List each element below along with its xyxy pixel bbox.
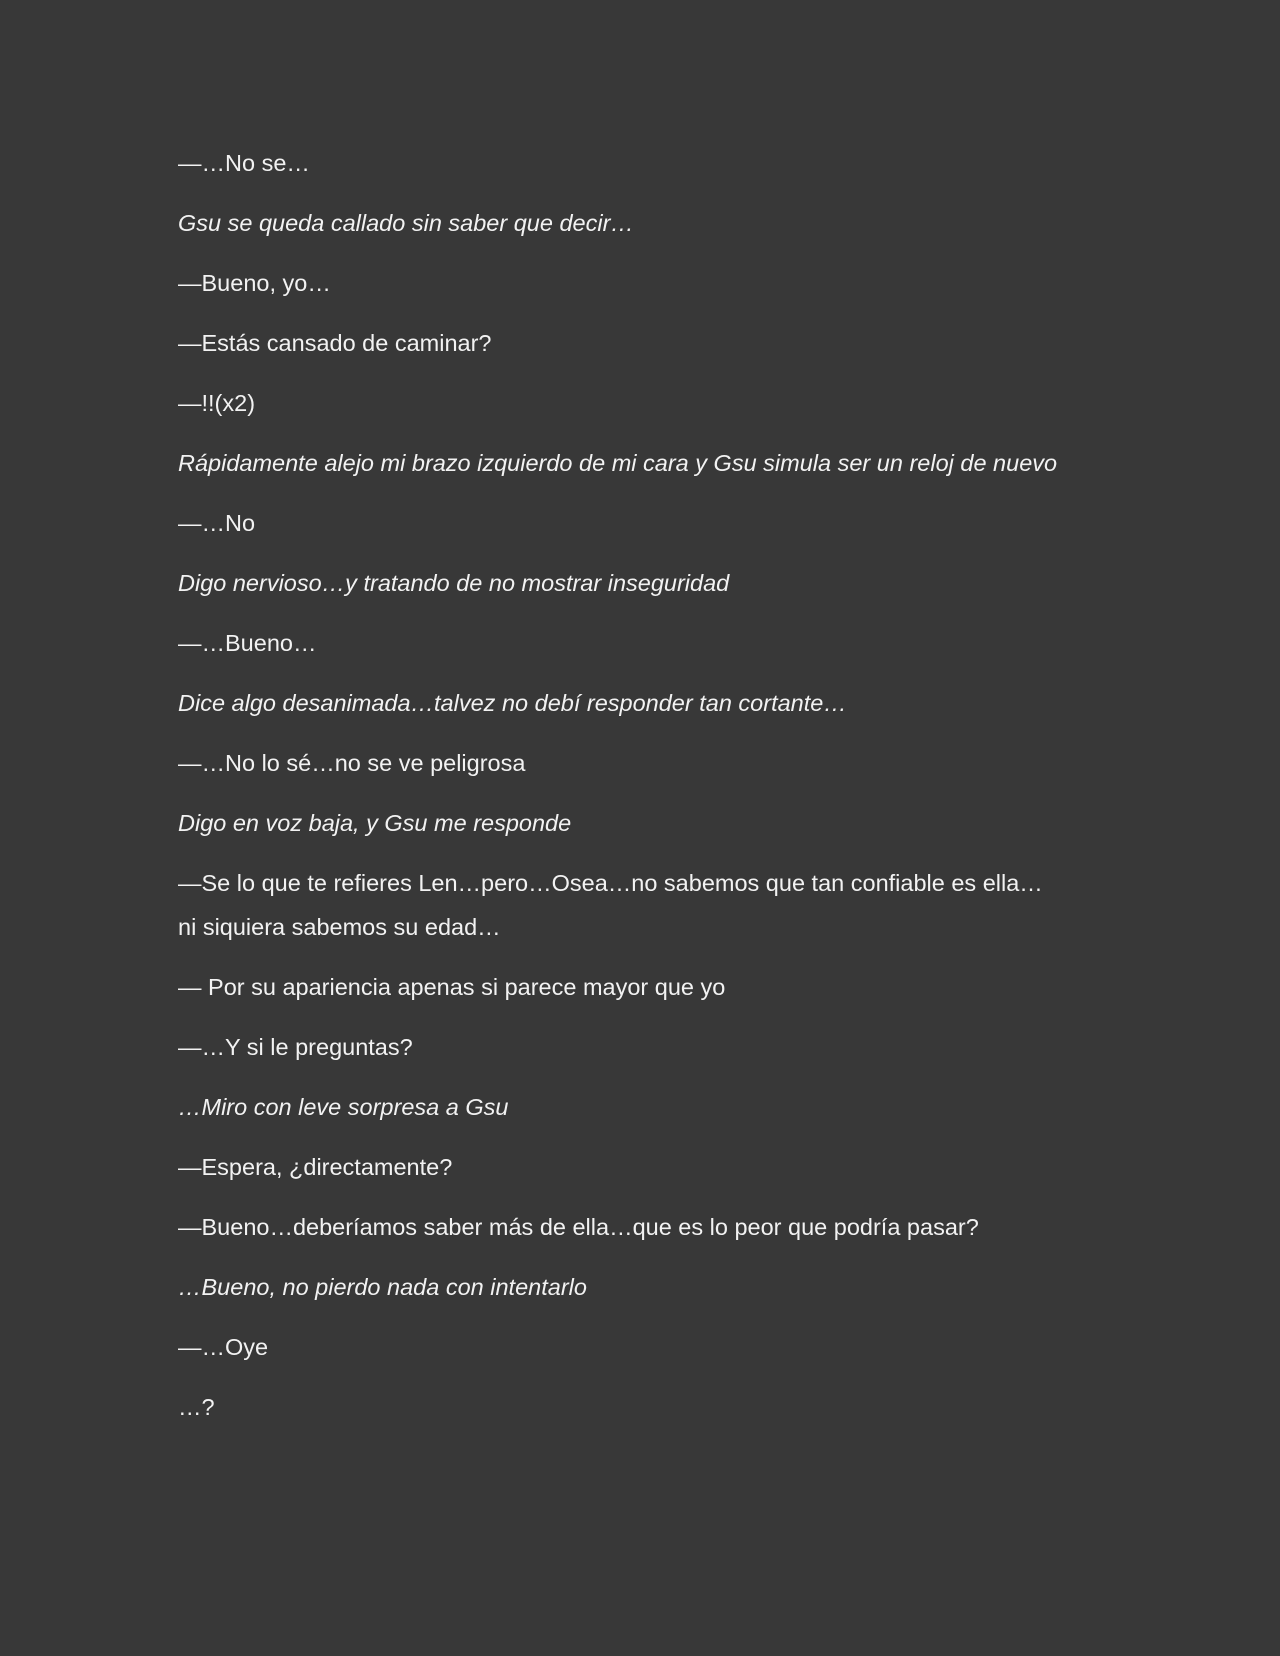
narration-line: Digo en voz baja, y Gsu me responde <box>178 810 572 836</box>
dialogue-line: —!!(x2) <box>178 390 256 416</box>
dialogue-line: —Bueno, yo… <box>178 270 331 296</box>
dialogue-line: — Por su apariencia apenas si parece mayor que yo <box>178 974 726 1000</box>
narration-line: Rápidamente alejo mi brazo izquierdo de mi cara y Gsu simula ser un reloj de nuevo <box>178 450 1058 476</box>
dialogue-line: —Se lo que te refieres Len…pero…Osea…no sabemos que tan confiable es ella…ni siquiera sabemos su edad… <box>178 870 1043 940</box>
dialogue-line: —…No se… <box>178 150 310 176</box>
dialogue-line: —…Oye <box>178 1334 269 1360</box>
dialogue-line: —…No lo sé…no se ve peligrosa <box>178 750 526 776</box>
dialogue-line: —…Bueno… <box>178 630 317 656</box>
narration-line: Digo nervioso…y tratando de no mostrar inseguridad <box>178 570 730 596</box>
dialogue-line: —…No <box>178 510 256 536</box>
narration-line: …Miro con leve sorpresa a Gsu <box>178 1094 509 1120</box>
document-body <box>178 141 1058 1445</box>
dialogue-line: —Bueno…deberíamos saber más de ella…que es lo peor que podría pasar? <box>178 1214 979 1240</box>
dialogue-line: —…Y si le preguntas? <box>178 1034 413 1060</box>
dialogue-line: —Estás cansado de caminar? <box>178 330 492 356</box>
narration-line: Dice algo desanimada…talvez no debí responder tan cortante… <box>178 690 847 716</box>
narration-line: …Bueno, no pierdo nada con intentarlo <box>178 1274 587 1300</box>
dialogue-line: …? <box>178 1394 215 1420</box>
narration-line: Gsu se queda callado sin saber que decir… <box>178 210 634 236</box>
dialogue-line: —Espera, ¿directamente? <box>178 1154 453 1180</box>
